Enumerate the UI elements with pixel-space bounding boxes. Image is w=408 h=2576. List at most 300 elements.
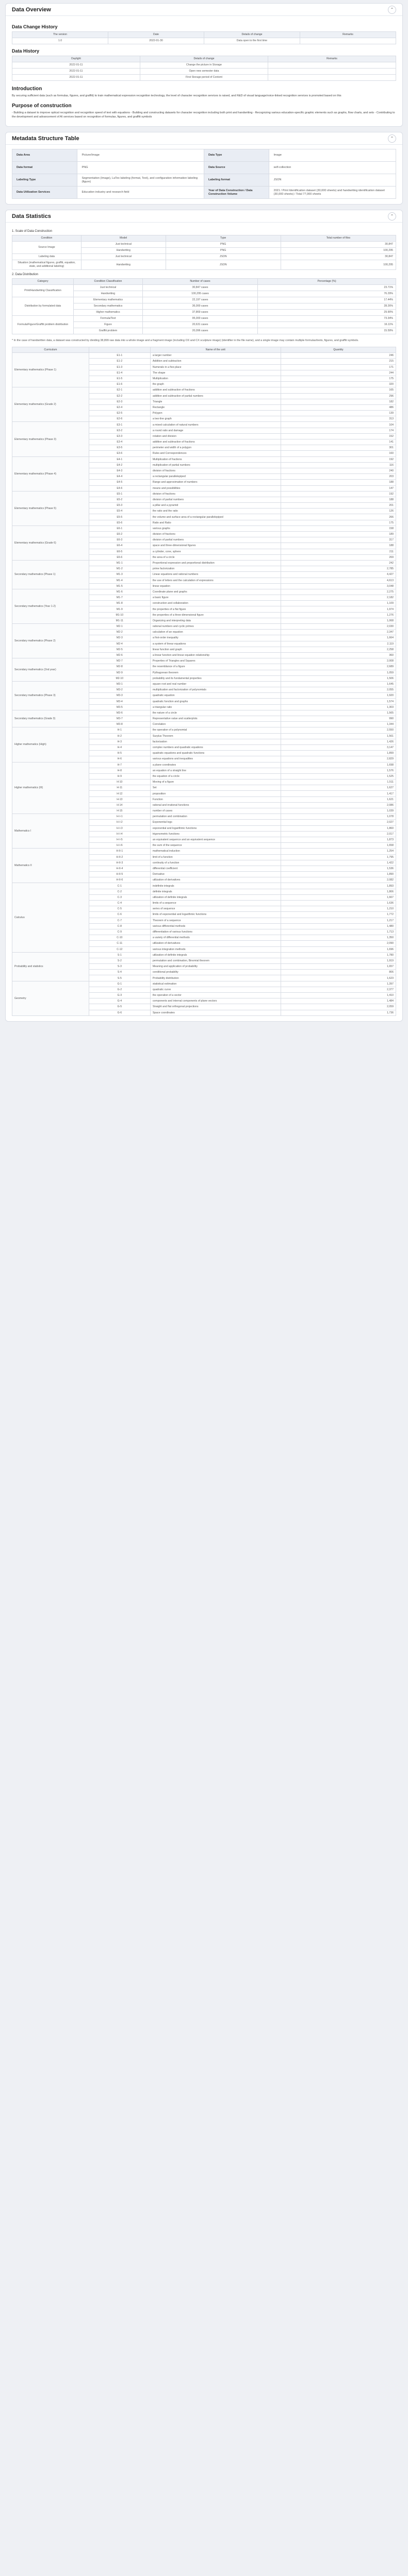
table-cell: 141 [281, 439, 396, 445]
table-cell: E5-1 [89, 491, 150, 497]
table-cell: 175 [281, 520, 396, 526]
table-cell: quadratic function and graphs [150, 699, 281, 704]
scale-table [12, 235, 396, 270]
table-cell: 486 [281, 404, 396, 410]
table-cell [268, 69, 396, 75]
table-cell: 313 [281, 416, 396, 422]
table-cell: H-1 [89, 727, 150, 733]
table-cell: E6-1 [89, 526, 150, 531]
table-cell: the properties of a three-dimensional figure [150, 612, 281, 618]
purpose-heading: Purpose of construction [12, 103, 72, 109]
table-cell: E6-3 [89, 537, 150, 543]
table-cell: 30,847 [281, 254, 396, 260]
table-cell: 22,197 cases [142, 297, 257, 303]
data-overview-header[interactable] [6, 4, 402, 16]
table-cell: 2,119 [281, 641, 396, 647]
table-cell: 36,000 cases [142, 303, 257, 310]
category-cell: Secondary mathematics (Grade 3) [12, 710, 89, 727]
category-cell: Secondary mathematics (Year 1-2) [12, 589, 89, 623]
table-cell: H-II-3 [89, 860, 150, 866]
table-cell: a system of linear equations [150, 641, 281, 647]
table-cell: the resemblance of a figure [150, 664, 281, 670]
table-cell: a triangular ratio [150, 704, 281, 710]
table-row [12, 710, 396, 716]
chevron-up-icon[interactable]: ⌃ [388, 134, 396, 143]
table-cell: M3-2 [89, 687, 150, 693]
table-cell: an equivalent sequence and an equivalent sequence [150, 837, 281, 842]
table-cell: Ratio and Ratio [150, 520, 281, 526]
table-cell: G-5 [89, 1004, 150, 1010]
table-cell: 3,147 [281, 744, 396, 750]
column-header: Type [166, 235, 281, 242]
metadata-key: Data format [12, 162, 77, 174]
table-cell: C-5 [89, 906, 150, 912]
table-cell: E2-6 [89, 416, 150, 422]
table-cell: addition and subtraction of fractions [150, 439, 281, 445]
metadata-key: Data Area [12, 149, 77, 162]
table-cell: definite integrals [150, 889, 281, 894]
table-cell: H-I-4 [89, 831, 150, 837]
table-cell: 192 [281, 456, 396, 462]
table-cell: 2,347 [281, 630, 396, 635]
table-cell: C-2 [89, 889, 150, 894]
table-cell: various integration methods [150, 946, 281, 952]
table-cell: 2,689 [281, 664, 396, 670]
data-history-table [12, 56, 396, 81]
table-cell: E2-4 [89, 404, 150, 410]
table-cell: 2,027 [281, 820, 396, 825]
table-cell: Linear equations and rational numbers [150, 572, 281, 578]
table-cell: statistical estimation [150, 981, 281, 987]
table-cell: 2,086 [281, 802, 396, 808]
table-cell: C-12 [89, 946, 150, 952]
category-cell: Secondary mathematics (Phase 3) [12, 681, 89, 710]
table-row [12, 762, 396, 768]
table-cell: 211 [281, 549, 396, 554]
table-row [12, 658, 396, 664]
metadata-value: Education industry and research field [77, 187, 204, 199]
table-cell: 246 [281, 353, 396, 359]
table-cell: square root and real number [150, 681, 281, 687]
table-cell: 165 [281, 387, 396, 393]
table-cell: H-II-4 [89, 866, 150, 871]
metadata-value: Picture/Image [77, 149, 204, 162]
table-cell: 100,295 [281, 248, 396, 254]
table-cell: division of fractions [150, 468, 281, 473]
table-cell: continuity of a function [150, 860, 281, 866]
table-cell: 1,039 [281, 808, 396, 814]
table-cell: 990 [281, 716, 396, 722]
column-header: Model [81, 235, 166, 242]
table-cell: complex numbers and quadratic equations [150, 744, 281, 750]
table-cell: 152 [281, 433, 396, 439]
table-cell: E4-5 [89, 480, 150, 485]
table-cell: 1,698 [281, 762, 396, 768]
table-cell: conditional probability [150, 970, 281, 975]
table-cell: the equation of a circle [150, 773, 281, 779]
table-cell: E6-6 [89, 554, 150, 560]
table-row [12, 981, 396, 987]
table-cell: E3-3 [89, 433, 150, 439]
table-cell: 203 [281, 474, 396, 480]
table-cell: Figure [74, 322, 143, 328]
scale-heading: 1. Scale of Data Construction [12, 230, 53, 233]
table-cell: 1,303 [281, 704, 396, 710]
table-cell: 95,000 cases [142, 316, 257, 322]
table-cell: 17.44% [258, 297, 396, 303]
purpose-text: - Building a dataset to improve optical recognition and recognition speed of text with equations - Building and constructing datasets for character recognition including both print and handwriting - Recognizing various education-specific graphic elements such as graphs, flow charts, and sets - Contributing to the development and advancement of AI services based on recognition of formulas, figures, and graffiti symbols [12, 111, 395, 118]
table-cell: H-4 [89, 744, 150, 750]
table-cell: 1,506 [281, 675, 396, 681]
table-cell: Just technical [81, 254, 166, 260]
table-cell: C-1 [89, 883, 150, 889]
table-cell: 1,410 [281, 993, 396, 998]
table-cell: C-10 [89, 935, 150, 941]
table-row [12, 589, 396, 595]
table-cell: M1-4 [89, 578, 150, 583]
table-cell: rational and irrational functions [150, 802, 281, 808]
table-cell [300, 38, 396, 44]
table-cell: 1,484 [281, 998, 396, 1004]
table-cell: probability and its fundamental properties [150, 675, 281, 681]
table-cell: JSON [166, 254, 281, 260]
table-cell: 2,030 [281, 624, 396, 630]
table-cell: C-7 [89, 918, 150, 923]
table-cell: E1-2 [89, 359, 150, 364]
table-cell: the graph [150, 382, 281, 387]
table-cell: space and three-dimensional figures [150, 543, 281, 549]
table-cell: the use of letters and the calculation of expressions [150, 578, 281, 583]
table-cell: M2-3 [89, 635, 150, 641]
table-cell: division of fractions [150, 491, 281, 497]
table-cell: utilization of derivatives [150, 877, 281, 883]
table-cell: division of fractions [150, 532, 281, 537]
table-cell: Organizing and interpreting data [150, 618, 281, 623]
table-cell: M1-2 [89, 566, 150, 572]
table-cell: 1,860 [281, 825, 396, 831]
table-cell: utilization of definite integrals [150, 952, 281, 958]
table-row [12, 62, 396, 69]
table-cell: M2-7 [89, 658, 150, 664]
table-cell: mathematical induction [150, 849, 281, 854]
table-cell: the ratio and the ratio [150, 509, 281, 514]
table-cell: 23.71% [258, 285, 396, 291]
category-cell: Higher mathematics (High) [12, 727, 89, 762]
table-cell: H-11 [89, 785, 150, 791]
metadata-key: Data Utilization Services [12, 187, 77, 199]
table-cell: M2-1 [89, 624, 150, 630]
table-cell: linear function and graph [150, 647, 281, 652]
table-cell: M1-9 [89, 606, 150, 612]
table-cell: 175 [281, 376, 396, 381]
table-cell: Just technical [81, 242, 166, 248]
table-cell: a larger number [150, 353, 281, 359]
table-cell: M3-4 [89, 699, 150, 704]
column-header: Details of change [204, 32, 300, 38]
column-header: The version [12, 32, 108, 38]
table-row [12, 387, 396, 393]
table-cell: the nature of a circle [150, 710, 281, 716]
table-row [12, 624, 396, 630]
change-history-table [12, 31, 396, 44]
table-cell: E4-6 [89, 485, 150, 491]
table-cell: a variety of differential methods [150, 935, 281, 941]
table-cell: a round ratio and damage [150, 428, 281, 433]
table-cell: limits of exponential and logarithmic functions [150, 912, 281, 918]
table-cell: 1,890 [281, 872, 396, 877]
table-cell: G-1 [89, 981, 150, 987]
table-cell: C-3 [89, 894, 150, 900]
table-cell: 37,869 cases [142, 310, 257, 316]
table-cell: E4-1 [89, 456, 150, 462]
table-cell: H-9 [89, 773, 150, 779]
table-cell: addition and subtraction of partial numbers [150, 393, 281, 399]
table-cell: Surplus Theorem [150, 733, 281, 739]
table-cell: 1,480 [281, 923, 396, 929]
table-cell: E5-3 [89, 503, 150, 509]
table-row [12, 952, 396, 958]
table-cell: number of cases [150, 808, 281, 814]
category-cell: Labeling data [12, 254, 81, 260]
table-cell: Handwriting [81, 248, 166, 254]
table-cell: 1,109 [281, 601, 396, 606]
table-cell: 174 [281, 428, 396, 433]
table-cell: series of sequence [150, 906, 281, 912]
category-cell: Print/Handwriting Classification [12, 285, 74, 297]
table-row [12, 69, 396, 75]
table-cell: 320 [281, 382, 396, 387]
column-header: Curriculum [12, 347, 89, 353]
table-cell: various equations and inequalities [150, 756, 281, 762]
table-cell: quadratic equation [150, 693, 281, 699]
table-cell: E5-6 [89, 520, 150, 526]
table-cell: 2,275 [281, 589, 396, 595]
table-cell: 201 [281, 503, 396, 509]
table-cell: 1,636 [281, 901, 396, 906]
table-cell: 1,645 [281, 681, 396, 687]
handwritten-footnote: * In the case of handwritten data, a dataset was constructed by dividing 38,899 raw data into a whole image and a fragment image (including OX and CX sculpture image) (identifier in the file name), and a single image may contain multiple formulas/texts, figures, and graffiti symbols. [12, 339, 359, 342]
table-cell: Set [150, 785, 281, 791]
table-cell: M2-5 [89, 647, 150, 652]
table-cell: 1,772 [281, 912, 396, 918]
table-cell: linear equation [150, 583, 281, 589]
table-cell: 1,565 [281, 710, 396, 716]
table-cell: 1,736 [281, 1010, 396, 1015]
table-cell: First Storage period of Content [140, 75, 268, 81]
distribution-heading: 2. Data Distribution [12, 273, 39, 276]
table-cell: Secondary mathematics [74, 303, 143, 310]
table-cell: prime factorization [150, 566, 281, 572]
column-header [89, 347, 150, 353]
table-cell: a two-line graph [150, 416, 281, 422]
metadata-key: Data Type [204, 149, 269, 162]
table-cell: division of partial numbers [150, 497, 281, 502]
table-row [12, 260, 396, 270]
table-cell: Addition and subtraction [150, 359, 281, 364]
table-cell: Rules and Correspondences [150, 451, 281, 456]
table-cell: G-6 [89, 1010, 150, 1015]
metadata-row [12, 162, 396, 174]
table-row [12, 456, 396, 462]
table-cell: permutation and combination [150, 814, 281, 820]
table-cell: E3-1 [89, 422, 150, 428]
table-cell: 301 [281, 445, 396, 451]
table-cell: 192 [281, 491, 396, 497]
table-cell: 1,397 [281, 981, 396, 987]
table-cell: H-2 [89, 733, 150, 739]
table-cell: Moving of a figure [150, 779, 281, 785]
table-cell: 160 [281, 451, 396, 456]
table-cell: Probability distribution [150, 975, 281, 981]
table-cell: 1,561 [281, 733, 396, 739]
table-cell: H-5 [89, 751, 150, 756]
table-cell: Triangle [150, 399, 281, 404]
table-cell: 1,696 [281, 946, 396, 952]
table-cell: E3-2 [89, 428, 150, 433]
table-cell: H-14 [89, 802, 150, 808]
table-row [12, 38, 396, 44]
table-cell: 1,574 [281, 699, 396, 704]
table-cell: 29.90% [258, 310, 396, 316]
table-cell: G-3 [89, 993, 150, 998]
table-cell: Multiplication [150, 376, 281, 381]
category-cell: Distribution by formulated data [12, 297, 74, 316]
table-cell: Formula/Text [74, 316, 143, 322]
table-cell: Derivative [150, 872, 281, 877]
table-cell: S-4 [89, 970, 150, 975]
table-cell: 2,059 [281, 1004, 396, 1010]
table-cell: trigonometric functions [150, 831, 281, 837]
table-cell: M3-5 [89, 704, 150, 710]
table-cell: M1-11 [89, 618, 150, 623]
table-cell: division of partial numbers [150, 537, 281, 543]
table-cell [268, 75, 396, 81]
table-cell: 20,096 cases [142, 328, 257, 334]
table-cell: quadratic equations and quadratic functions [150, 751, 281, 756]
table-cell: 806 [281, 970, 396, 975]
table-cell: 28.26% [258, 303, 396, 310]
table-cell: a pillar and a pyramid [150, 503, 281, 509]
table-cell: rotation and division [150, 433, 281, 439]
table-cell: H-I-1 [89, 814, 150, 820]
column-header: Condition Classification [74, 279, 143, 285]
table-cell: 189 [281, 532, 396, 537]
table-cell: 16.11% [258, 322, 396, 328]
table-cell: M1-5 [89, 583, 150, 589]
table-cell: 2022-01-11 [12, 69, 140, 75]
table-cell: E6-2 [89, 532, 150, 537]
table-cell: Multiplication of fractions [150, 456, 281, 462]
table-cell: H-3 [89, 739, 150, 744]
table-row [12, 353, 396, 359]
table-cell: a linear function and linear equation relationship [150, 652, 281, 658]
table-cell: M3-1 [89, 681, 150, 687]
chevron-up-icon[interactable]: ⌃ [388, 212, 396, 221]
table-cell: E1-4 [89, 370, 150, 376]
metadata-row [12, 174, 396, 187]
table-cell: 30,847 [281, 242, 396, 248]
category-cell: Probability and statistics [12, 952, 89, 981]
table-cell: H-I-5 [89, 837, 150, 842]
table-cell: M2-8 [89, 664, 150, 670]
metadata-header[interactable] [6, 132, 402, 145]
column-header: Remarks [300, 32, 396, 38]
table-cell: E2-3 [89, 399, 150, 404]
change-history-title: Data Change History [12, 24, 58, 29]
table-cell: M2-4 [89, 641, 150, 647]
table-cell: 1,893 [281, 883, 396, 889]
table-cell: Representative value and scatterplots [150, 716, 281, 722]
category-cell: Formula/Figure/Graffiti problem distribution [12, 316, 74, 334]
metadata-row [12, 149, 396, 162]
category-cell: Higher mathematics (III) [12, 762, 89, 814]
category-cell: Secondary mathematics (2nd year) [12, 658, 89, 682]
table-cell: Straight and flat orthogonal projections [150, 1004, 281, 1010]
category-cell: Secondary mathematics (Phase 1) [12, 560, 89, 589]
table-cell: 269 [281, 554, 396, 560]
table-row [12, 316, 396, 322]
table-cell: 100,295 [281, 260, 396, 270]
table-cell: 2,785 [281, 566, 396, 572]
table-cell: 215 [281, 359, 396, 364]
table-row [12, 285, 396, 291]
table-cell: H-II-2 [89, 854, 150, 860]
table-cell: 1,795 [281, 854, 396, 860]
table-row [12, 242, 396, 248]
table-cell: 1,276 [281, 612, 396, 618]
column-header: Number of cases [142, 279, 257, 285]
chevron-up-icon[interactable]: ⌃ [388, 6, 396, 14]
table-cell: 1,919 [281, 958, 396, 963]
table-cell: Range and approximation of numbers [150, 480, 281, 485]
table-cell: the operation of a polynomial [150, 727, 281, 733]
table-cell: 1,417 [281, 791, 396, 796]
table-cell: 1,525 [281, 773, 396, 779]
table-cell: 3,048 [281, 583, 396, 589]
table-cell: C-9 [89, 929, 150, 935]
table-cell: H-12 [89, 791, 150, 796]
table-cell: rational numbers and cyclic primes [150, 624, 281, 630]
table-cell: 1,623 [281, 975, 396, 981]
table-cell: H-7 [89, 762, 150, 768]
table-cell: S-5 [89, 975, 150, 981]
table-cell: 1,511 [281, 779, 396, 785]
table-cell: 242 [281, 560, 396, 566]
table-cell: 1,059 [281, 670, 396, 675]
category-cell: Secondary mathematics (Phase 2) [12, 624, 89, 658]
table-row [12, 526, 396, 531]
table-cell: The shape [150, 370, 281, 376]
table-cell: M2-2 [89, 630, 150, 635]
data-statistics-header[interactable] [6, 210, 402, 223]
table-cell: Open new semester data [140, 69, 268, 75]
table-cell: 2022-01-11 [12, 62, 140, 69]
column-header: Category [12, 279, 74, 285]
column-header: Name of the unit [150, 347, 281, 353]
metadata-value: 2021 / Print Identification dataset (30,000 sheets) and handwriting identification dataset (30,000 sheets) / Total 77,000 sheets [269, 187, 396, 199]
table-cell: C-6 [89, 912, 150, 918]
table-row [12, 75, 396, 81]
table-cell: 2,377 [281, 987, 396, 992]
table-cell: 1,254 [281, 849, 396, 854]
table-cell: 360 [281, 652, 396, 658]
data-history-title: Data History [12, 48, 40, 54]
table-cell: Data open to the first time [204, 38, 300, 44]
table-cell: 1,899 [281, 751, 396, 756]
table-cell: 2,090 [281, 941, 396, 946]
table-cell: 1,422 [281, 860, 396, 866]
table-cell: 30,847 cases [142, 285, 257, 291]
